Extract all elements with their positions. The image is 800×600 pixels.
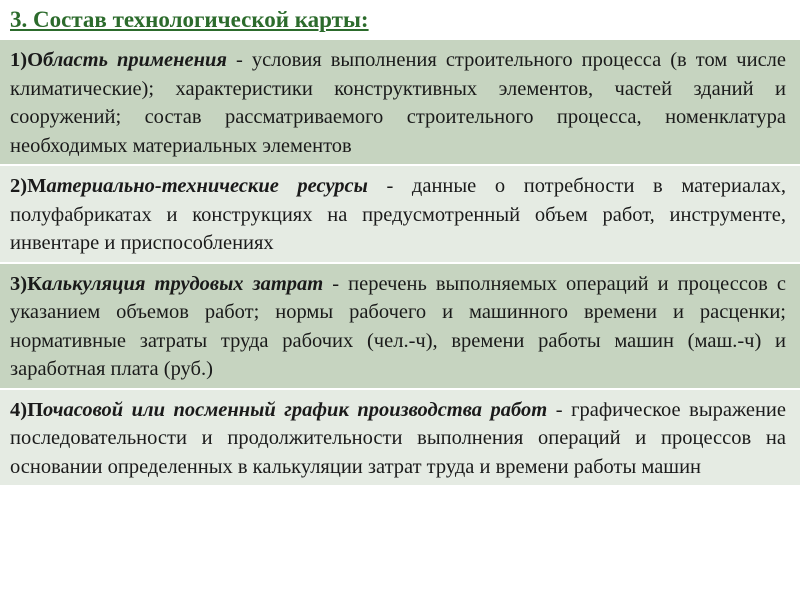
item-label-2	[10, 175, 368, 197]
item-term-2: атериально-технические ресурсы	[46, 175, 368, 197]
item-row-3	[0, 262, 800, 388]
item-text-2: - данные о потребности в материалах, полуфабрикатах и конструкциях на предусмотренный объем работ, инструменте, инвентаре и приспособлениях	[10, 175, 786, 254]
content-table	[0, 38, 800, 485]
item-text-4: - графическое выражение последовательности и продолжительности выполнения операций и процессов на основании определенных в калькуляции затрат труда и времени работы машин	[10, 398, 786, 478]
item-text-1: - условия выполнения строительного процесса (в том числе климатические); характеристики конструктивных элементов, частей зданий и сооружений; состав рассматриваемого строительного процесса, номенклатура необходимых материальных элементов	[10, 49, 786, 157]
item-number-4: 4)П	[10, 398, 44, 421]
item-row-2	[0, 164, 800, 262]
item-term-3: алькуляция трудовых затрат	[41, 272, 324, 295]
item-label-3	[10, 273, 323, 295]
item-text-3: - перечень выполняемых операций и процессов с указанием объемов работ; нормы рабочего и машинного времени и расценки; нормативные затраты труда рабочих (чел.-ч), времени работы машин (маш.-ч) и заработная плата (руб.)	[10, 272, 786, 380]
item-row-4	[0, 388, 800, 486]
item-term-4: очасовой или посменный график производства работ	[43, 398, 548, 421]
item-label-4	[10, 399, 547, 421]
item-label-1	[10, 49, 227, 71]
item-number-1: 1)О	[10, 49, 44, 71]
slide-title: 3. Состав технологической карты:	[10, 7, 369, 32]
item-row-1	[0, 38, 800, 164]
item-number-2: 2)М	[10, 175, 47, 197]
item-number-3: 3)К	[10, 272, 42, 295]
item-term-1: бласть применения	[43, 49, 227, 71]
